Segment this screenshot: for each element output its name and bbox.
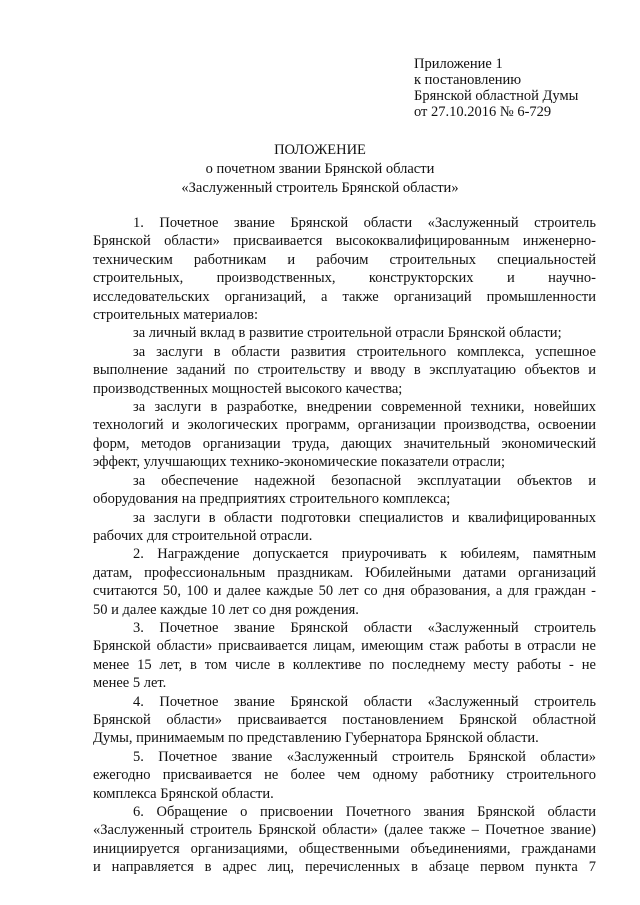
- paragraph-line: и направляется в адрес лиц, перечисленных в абзаце первом пункта 7: [93, 859, 596, 876]
- paragraph-line: выполнение заданий по строительству и вводу в эксплуатацию объектов и: [93, 362, 596, 379]
- paragraph-line: 2. Награждение допускается приурочивать к юбилеям, памятным: [133, 546, 596, 563]
- paragraph: [93, 619, 596, 693]
- paragraph-line: 50 и далее каждые 10 лет со дня рождения.: [93, 601, 359, 618]
- paragraph-line: 6. Обращение о присвоении Почетного звания Брянской области: [133, 804, 596, 820]
- paragraph-line: за заслуги в области подготовки специалистов и квалифицированных: [133, 509, 596, 526]
- paragraph-line: строительных материалов:: [93, 307, 259, 324]
- paragraph-line: за обеспечение надежной безопасной эксплуатации объектов и: [133, 472, 596, 489]
- paragraph: [93, 545, 596, 619]
- paragraph-line: менее 5 лет.: [93, 675, 167, 692]
- paragraph: [93, 214, 596, 324]
- paragraph-line: за заслуги в разработке, внедрении современной техники, новейших: [133, 399, 596, 416]
- appendix-line-1: Приложение 1: [414, 56, 503, 72]
- paragraph: [93, 509, 596, 546]
- paragraph-line: технологий и экологических программ, организации производства, освоении: [93, 417, 596, 434]
- paragraph-line: комплекса Брянской области.: [93, 785, 274, 802]
- paragraph-line: исследовательских организаций, а также организаций промышленности: [93, 288, 596, 305]
- paragraph-line: 1. Почетное звание Брянской области «Заслуженный строитель: [133, 215, 596, 231]
- paragraph-line: инициируется организациями, общественными объединениями, гражданами: [93, 840, 596, 857]
- paragraph-line: эффект, улучшающих технико-экономические показатели отрасли;: [93, 454, 506, 471]
- paragraph-line: Думы, принимаемым по представлению Губернатора Брянской области.: [93, 730, 539, 747]
- paragraph: [93, 472, 596, 509]
- paragraph-line: 5. Почетное звание «Заслуженный строитель Брянской области»: [133, 748, 596, 765]
- paragraph-line: строительных, производственных, конструкторских и научно-: [93, 270, 596, 287]
- title-line-2: о почетном звании Брянской области: [205, 161, 435, 177]
- appendix-line-4: от 27.10.2016 № 6-729: [414, 104, 552, 120]
- paragraph-line: за личный вклад в развитие строительной отрасли Брянской области;: [133, 325, 562, 342]
- paragraph-line: считаются 50, 100 и далее каждые 50 лет со дня образования, а для граждан -: [93, 583, 596, 600]
- paragraph: [93, 343, 596, 398]
- title-line-3: «Заслуженный строитель Брянской области»: [181, 180, 459, 196]
- paragraph-line: менее 15 лет, в том числе в коллективе по последнему месту работы - не: [93, 656, 596, 673]
- paragraph: [93, 803, 596, 877]
- paragraph-line: Брянской области» присваивается высококвалифицированным инженерно-: [93, 233, 596, 250]
- paragraph-line: Брянской области» присваивается постановлением Брянской областной: [93, 711, 596, 728]
- paragraph-line: форм, методов организации труда, дающих значительный экономический: [93, 435, 596, 452]
- paragraph-line: Брянской области» присваивается лицам, имеющим стаж работы в отрасли не: [93, 638, 596, 655]
- paragraph: [93, 693, 596, 748]
- appendix-line-3: Брянской областной Думы: [414, 88, 579, 104]
- appendix-line-2: к постановлению: [414, 72, 522, 88]
- paragraph-line: техническим работникам и рабочим строительных специальностей: [93, 251, 596, 268]
- title-heading: ПОЛОЖЕНИЕ: [274, 142, 366, 158]
- paragraph: [93, 748, 596, 803]
- document-body: [93, 214, 596, 877]
- paragraph-line: за заслуги в области развития строительного комплекса, успешное: [133, 343, 596, 360]
- paragraph-line: рабочих для строительной отрасли.: [93, 527, 313, 544]
- paragraph-line: датам, профессиональным праздникам. Юбилейными датами организаций: [93, 564, 596, 581]
- paragraph-line: 4. Почетное звание Брянской области «Заслуженный строитель: [133, 693, 596, 710]
- paragraph: [93, 398, 596, 472]
- paragraph-line: 3. Почетное звание Брянской области «Заслуженный строитель: [133, 619, 596, 636]
- paragraph: [93, 324, 596, 342]
- paragraph-line: оборудования на предприятиях строительного комплекса;: [93, 491, 451, 508]
- paragraph-line: «Заслуженный строитель Брянской области» (далее также – Почетное звание): [93, 822, 596, 839]
- paragraph-line: ежегодно присваивается не более чем одному работнику строительного: [93, 767, 596, 784]
- paragraph-line: производственных мощностей высокого качества;: [93, 380, 403, 397]
- document-title: [0, 141, 640, 198]
- appendix-block: [414, 56, 578, 120]
